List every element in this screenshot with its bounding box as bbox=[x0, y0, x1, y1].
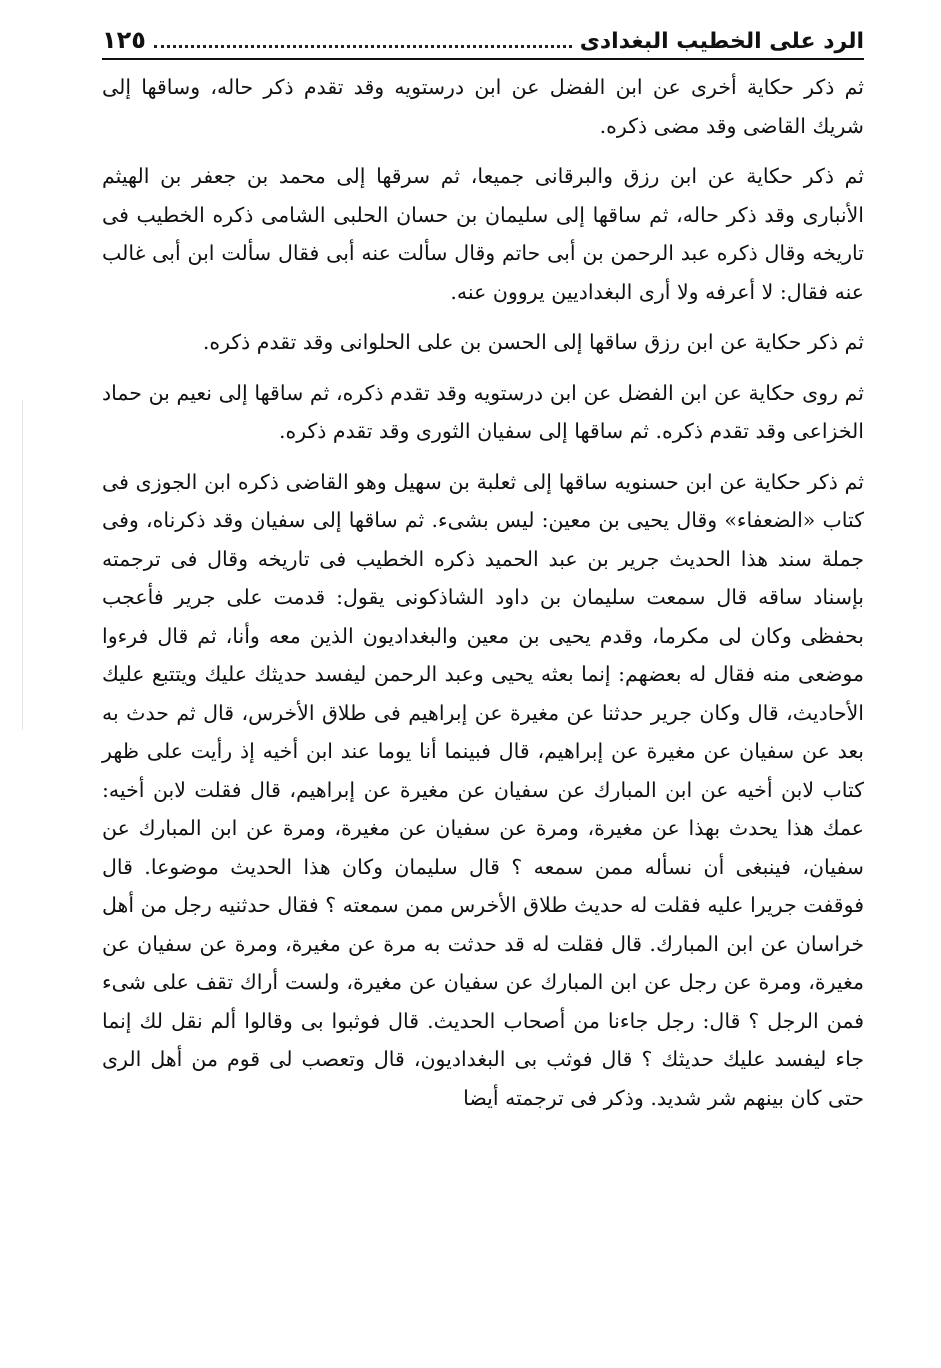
running-header bbox=[102, 14, 864, 60]
body-text bbox=[102, 68, 864, 1117]
leader-dots bbox=[154, 44, 572, 48]
book-page bbox=[102, 14, 864, 1117]
paragraph-4: ثم روى حكاية عن ابن الفضل عن ابن درستويه وقد تقدم ذكره، ثم ساقها إلى نعيم بن حماد الخزاعى وقد تقدم ذكره. ثم ساقها إلى سفيان الثورى وقد تقدم ذكره. bbox=[102, 380, 864, 443]
paragraph-5: ثم ذكر حكاية عن ابن حسنويه ساقها إلى ثعلبة بن سهيل وهو القاضى ذكره ابن الجوزى فى كتاب «الضعفاء» وقال يحيى بن معين: ليس بشىء. ثم ساقها إلى سفيان وقد ذكرناه، وفى جملة سند هذا الحديث جرير بن عبد الحميد ذكره الخطيب فى تاريخه وقال فى ترجمته بإسناد ساقه قال سمعت سليمان بن داود الشاذكونى يقول: قدمت على جرير فأعجب بحفظى وكان لى مكرما، وقدم يحيى بن معين والبغداديون الذين معه وأنا، ثم قال فرءوا موضعى منه فقال له بعضهم: إنما بعثه يحيى وعبد الرحمن ليفسد حديثك عليك ويتتبع عليك الأحاديث، قال وكان جرير حدثنا عن مغيرة عن إبراهيم فى طلاق الأخرس، قال ثم حدث به بعد عن سفيان عن مغيرة عن إبراهيم، قال فبينما أنا يوما عند ابن أخيه إذ رأيت على ظهر كتاب لابن أخيه عن ابن المبارك عن سفيان عن مغيرة عن إبراهيم، قال فقلت لابن أخيه: عمك هذا يحدث بهذا عن مغيرة، ومرة عن سفيان عن مغيرة، ومرة عن ابن المبارك عن سفيان، فينبغى أن نسأله ممن سمعه ؟ قال سليمان وكان هذا الحديث موضوعا. قال فوقفت جريرا عليه فقلت له حديث طلاق الأخرس ممن سمعته ؟ فقال حدثنيه رجل من أهل خراسان عن ابن المبارك. قال فقلت له قد حدثت به مرة عن مغيرة، ومرة عن سفيان عن مغيرة، ومرة عن رجل عن ابن المبارك عن سفيان عن مغيرة، ولست أراك تقف على شىء فمن الرجل ؟ قال: رجل جاءنا من أصحاب الحديث. قال فوثبوا بى وقالوا ألم نقل لك إنما جاء ليفسد عليك حديثك ؟ قال فوثب بى البغداديون، قال وتعصب لى قوم من أهل الرى حتى كان بينهم شر شديد. وذكر فى ترجمته أيضا bbox=[102, 469, 864, 1110]
paragraph-1: ثم ذكر حكاية أخرى عن ابن الفضل عن ابن درستويه وقد تقدم ذكر حاله، وساقها إلى شريك القاضى وقد مضى ذكره. bbox=[102, 75, 864, 138]
running-title: الرد على الخطيب البغدادى bbox=[579, 29, 864, 54]
paragraph-2: ثم ذكر حكاية عن ابن رزق والبرقانى جميعا، ثم سرقها إلى محمد بن جعفر بن الهيثم الأنبارى وقد ذكر حاله، ثم ساقها إلى سليمان بن حسان الحلبى الشامى ذكره الخطيب فى تاريخه وقال ذكره عبد الرحمن بن أبى حاتم وقال سألت عنه أبى فقال سألت ابن أبى غالب عنه فقال: لا أعرفه ولا أرى البغداديين يروون عنه. bbox=[102, 164, 864, 304]
paragraph-3: ثم ذكر حكاية عن ابن رزق ساقها إلى الحسن بن على الحلوانى وقد تقدم ذكره. bbox=[202, 330, 864, 354]
scan-gutter-shadow bbox=[22, 400, 23, 730]
page-number: ١٢٥ bbox=[102, 26, 146, 54]
